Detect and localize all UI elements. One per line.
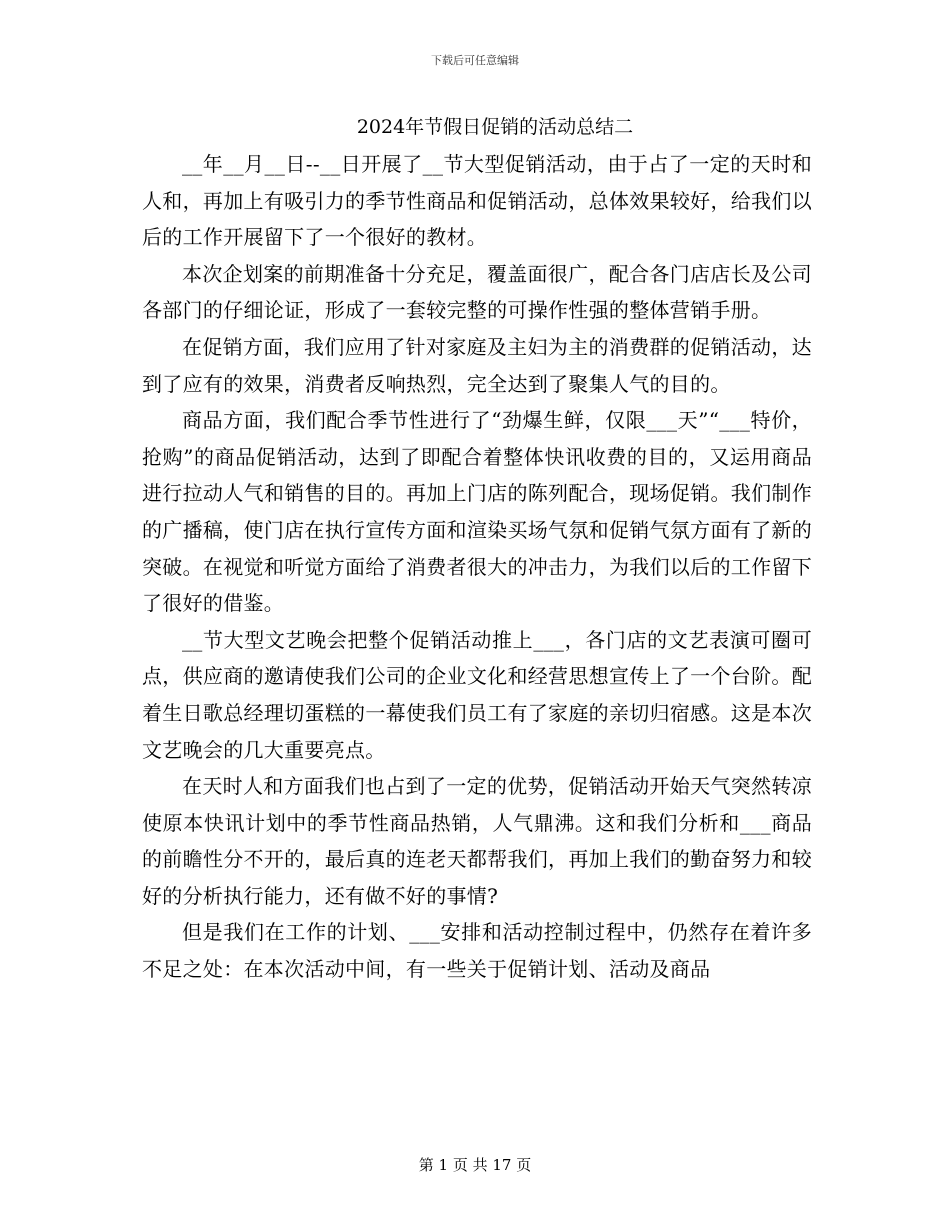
- paragraph: 在天时人和方面我们也占到了一定的优势，促销活动开始天气突然转凉使原本快讯计划中的季节性商品热销，人气鼎沸。这和我们分析和___商品的前瞻性分不开的，最后真的连老天都帮我们，再加上我们的勤奋努力和较好的分析执行能力，还有做不好的事情?: [142, 774, 812, 908]
- paragraph: __节大型文艺晚会把整个促销活动推上___，各门店的文艺表演可圈可点，供应商的邀请使我们公司的企业文化和经营思想宣传上了一个台阶。配着生日歌总经理切蛋糕的一幕使我们员工有了家庭的亲切归宿感。这是本次文艺晚会的几大重要亮点。: [142, 627, 812, 762]
- paragraph: 但是我们在工作的计划、___安排和活动控制过程中，仍然存在着许多不足之处：在本次活动中间，有一些关于促销计划、活动及商品: [142, 920, 812, 982]
- document-body: [142, 146, 812, 988]
- paragraph: __年__月__日--__日开展了__节大型促销活动，由于占了一定的天时和人和，再加上有吸引力的季节性商品和促销活动，总体效果较好，给我们以后的工作开展留下了一个很好的教材。: [142, 152, 812, 250]
- paragraph: 本次企划案的前期准备十分充足，覆盖面很广，配合各门店店长及公司各部门的仔细论证，形成了一套较完整的可操作性强的整体营销手册。: [142, 261, 812, 323]
- paragraph: 商品方面，我们配合季节性进行了“劲爆生鲜，仅限___天”“___特价，抢购”的商品促销活动，达到了即配合着整体快讯收费的目的，又运用商品进行拉动人气和销售的目的。再加上门店的陈列配合，现场促销。我们制作的广播稿，使门店在执行宣传方面和渲染买场气氛和促销气氛方面有了新的突破。在视觉和听觉方面给了消费者很大的冲击力，为我们以后的工作留下了很好的借鉴。: [142, 408, 812, 616]
- paragraph: 在促销方面，我们应用了针对家庭及主妇为主的消费群的促销活动，达到了应有的效果，消费者反响热烈，完全达到了聚集人气的目的。: [142, 334, 812, 396]
- page-header-note: 下载后可任意编辑: [431, 54, 519, 67]
- document-title: 2024年节假日促销的活动总结二: [356, 116, 634, 138]
- page-number-footer: 第 1 页 共 17 页: [418, 1156, 532, 1174]
